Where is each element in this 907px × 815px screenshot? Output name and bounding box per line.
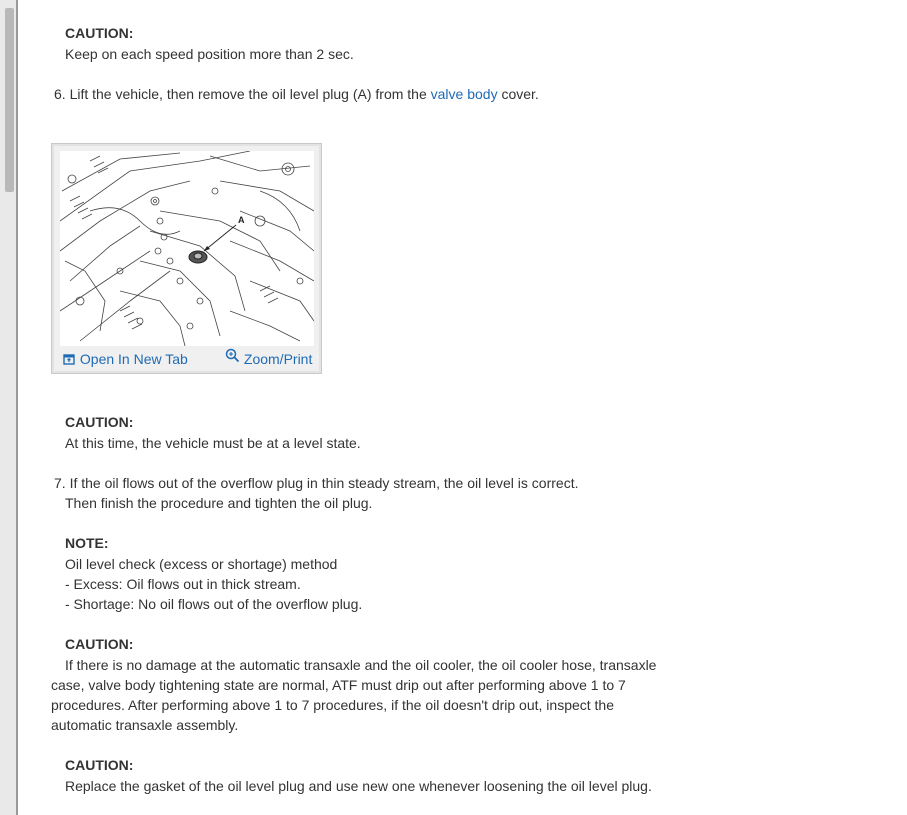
caution-text: At this time, the vehicle must be at a level state. <box>65 435 361 451</box>
caution-heading: CAUTION: <box>65 25 134 41</box>
figure-panel <box>51 143 322 374</box>
note-list-item: - Excess: Oil flows out in thick stream. <box>65 576 301 592</box>
open-in-new-tab-link[interactable] <box>63 349 188 369</box>
caution-heading: CAUTION: <box>65 414 134 430</box>
note-list-item: - Shortage: No oil flows out of the overflow plug. <box>65 596 363 612</box>
caution-paragraph-line: procedures. After performing above 1 to 7 procedures, if the oil doesn't drip out, inspect the <box>51 697 615 713</box>
caution-paragraph-line: case, valve body tightening state are normal, ATF must drip out after performing above 1 to 7 <box>51 677 626 693</box>
valve-body-link[interactable]: valve body <box>430 86 498 102</box>
zoom-print-link[interactable] <box>225 346 312 366</box>
oil-level-plug-illustration[interactable] <box>60 151 314 346</box>
caution-heading: CAUTION: <box>65 636 134 652</box>
step-7-line-1: 7. If the oil flows out of the overflow plug in thin steady stream, the oil level is correct. <box>54 475 579 491</box>
note-heading: NOTE: <box>65 535 109 551</box>
caution-paragraph-line: If there is no damage at the automatic transaxle and the oil cooler, the oil cooler hose, transaxle <box>65 657 657 673</box>
transaxle-line-drawing <box>60 151 314 346</box>
open-in-new-tab-label: Open In New Tab <box>79 351 188 367</box>
step-6 <box>54 84 539 104</box>
note-line: Oil level check (excess or shortage) method <box>65 556 338 572</box>
step-6-text: 6. Lift the vehicle, then remove the oil level plug (A) from the <box>54 86 431 102</box>
vertical-scrollbar[interactable] <box>0 0 18 815</box>
open-in-new-tab-icon <box>63 353 76 366</box>
scrollbar-thumb[interactable] <box>5 8 14 192</box>
step-6-suffix: cover. <box>497 86 539 102</box>
caution-text: Keep on each speed position more than 2 sec. <box>65 46 354 62</box>
step-7-line-2: Then finish the procedure and tighten the oil plug. <box>65 495 373 511</box>
caution-text: Replace the gasket of the oil level plug and use new one whenever loosening the oil level plug. <box>65 778 652 794</box>
zoom-magnifier-icon <box>225 348 240 363</box>
zoom-print-label: Zoom/Print <box>243 351 313 367</box>
caution-heading: CAUTION: <box>65 757 134 773</box>
callout-label-a: A <box>238 215 245 225</box>
caution-paragraph-line: automatic transaxle assembly. <box>51 717 239 733</box>
